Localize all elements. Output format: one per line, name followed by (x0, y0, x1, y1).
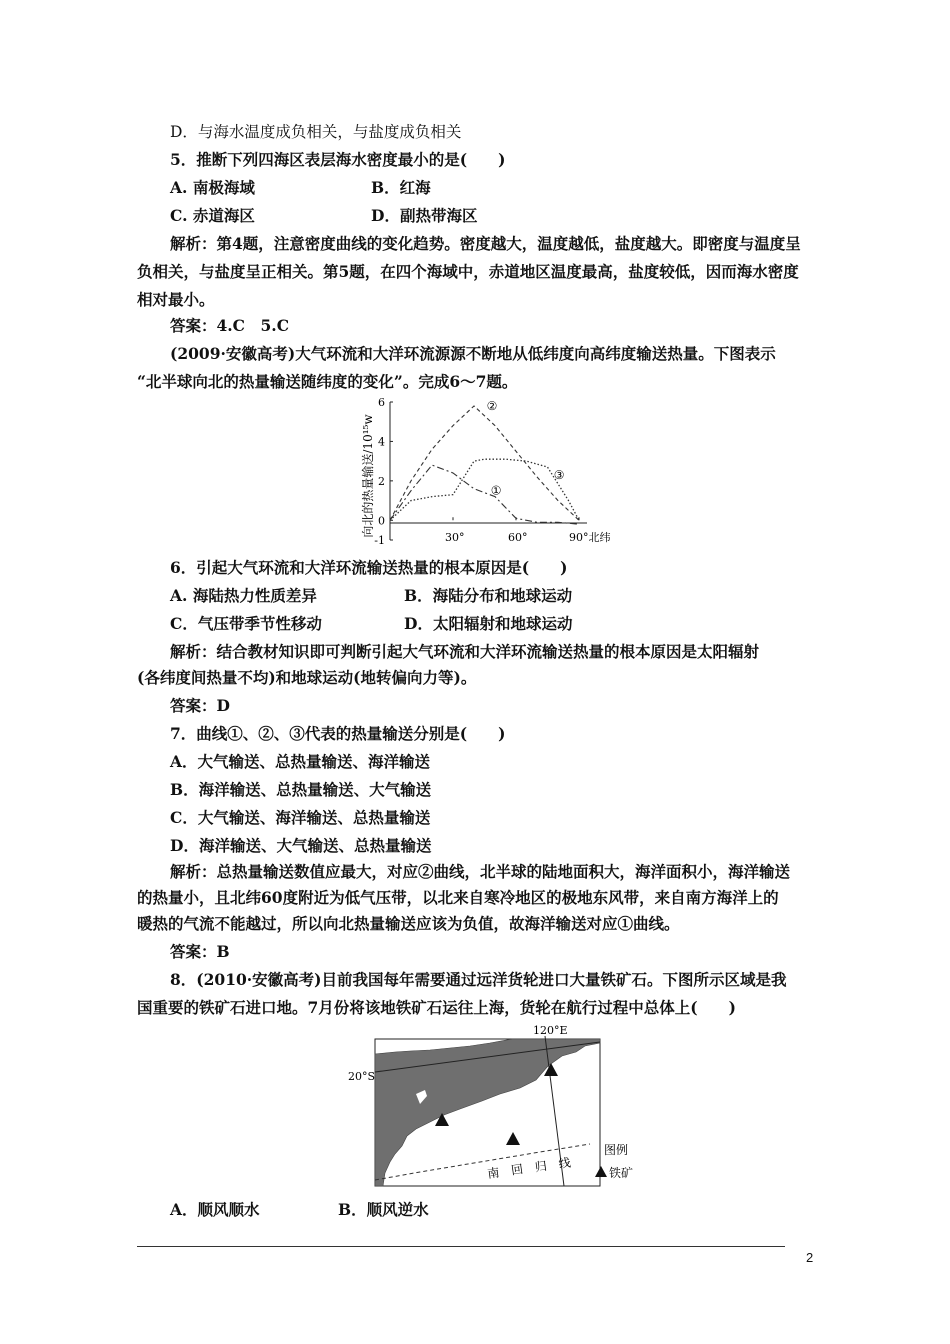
y-tick-label: 2 (378, 474, 385, 488)
q5-answer: 答案：4.C 5.C (170, 316, 290, 335)
q8-stem-line-1: 8．(2010·安徽高考)目前我国每年需要通过远洋货轮进口大量铁矿石。下图所示区域是我 (170, 970, 787, 989)
q7-option-b: B．海洋输送、总热量输送、大气输送 (170, 780, 432, 799)
page-number: 2 (806, 1250, 814, 1265)
q5-option-c: C. 赤道海区 (170, 206, 255, 225)
q7-option-d: D．海洋输送、大气输送、总热量输送 (170, 836, 432, 855)
q7-answer: 答案：B (170, 942, 230, 961)
y-tick-label: 6 (378, 396, 385, 409)
q5-analysis-line-3: 相对最小。 (137, 290, 215, 309)
q6-option-b: B．海陆分布和地球运动 (404, 586, 573, 605)
series-line (390, 465, 579, 524)
legend-title: 图例 (604, 1143, 629, 1157)
intro-6-7-line-2: “北半球向北的热量输送随纬度的变化”。完成6～7题。 (137, 372, 518, 391)
map-lon-label: 120°E (533, 1024, 568, 1037)
tropic-label: 南 回 归 线 (486, 1155, 572, 1181)
q5-stem: 5．推断下列四海区表层海水密度最小的是( ) (170, 150, 506, 169)
series-line (390, 459, 579, 520)
y-tick-label: -1 (374, 534, 385, 547)
q5-analysis-line-2: 负相关，与盐度呈正相关。第5题，在四个海域中，赤道地区温度最高，盐度较低，因而海水密度 (137, 262, 799, 281)
q7-analysis-line-3: 暖热的气流不能越过，所以向北热量输送应该为负值，故海洋输送对应①曲线。 (137, 914, 680, 933)
q7-analysis-line-2: 的热量小，且北纬60度附近为低气压带，以北来自寒冷地区的极地东风带，来自南方海洋上的 (137, 888, 779, 907)
q5-option-a: A. 南极海域 (170, 178, 255, 197)
q8-option-a: A．顺风顺水 (170, 1200, 260, 1219)
legend-iron-ore-label: 铁矿 (609, 1166, 634, 1180)
footer-rule (137, 1246, 785, 1247)
chart-y-axis-label: 向北的热量输送/10¹⁵w (361, 414, 375, 538)
q8-stem-line-2: 国重要的铁矿石进口地。7月份将该地铁矿石运往上海，货轮在航行过程中总体上( ) (137, 998, 736, 1017)
y-tick-label: 0 (378, 514, 385, 528)
q7-analysis-line-1: 解析：总热量输送数值应最大，对应②曲线，北半球的陆地面积大，海洋面积小，海洋输送 (170, 862, 791, 881)
iron-ore-map (340, 1022, 640, 1192)
q6-answer: 答案：D (170, 696, 230, 715)
q7-stem: 7．曲线①、②、③代表的热量输送分别是( ) (170, 724, 506, 743)
x-tick-label: 30° (445, 531, 465, 544)
q6-stem: 6．引起大气环流和大洋环流输送热量的根本原因是( ) (170, 558, 568, 577)
y-tick-label: 4 (378, 435, 385, 449)
iron-ore-marker (506, 1132, 520, 1145)
q6-option-c: C．气压带季节性移动 (170, 614, 322, 633)
q6-analysis-line-1: 解析：结合教材知识即可判断引起大气环流和大洋环流输送热量的根本原因是太阳辐射 (170, 642, 760, 661)
series-line (390, 406, 579, 520)
heat-transport-chart (352, 396, 642, 552)
intro-6-7-line-1: (2009·安徽高考)大气环流和大洋环流源源不断地从低纬度向高纬度输送热量。下图表示 (170, 344, 776, 363)
q6-analysis-line-2: (各纬度间热量不均)和地球运动(地转偏向力等)。 (137, 668, 477, 687)
q7-option-c: C．大气输送、海洋输送、总热量输送 (170, 808, 431, 827)
q5-option-b: B．红海 (371, 178, 431, 197)
map-lat-label: 20°S (348, 1070, 376, 1083)
q8-option-b: B．顺风逆水 (338, 1200, 429, 1219)
legend-iron-ore-icon (595, 1166, 607, 1177)
series-label: ② (486, 398, 498, 413)
x-tick-label: 90°北纬 (569, 531, 611, 544)
series-label: ① (490, 483, 502, 498)
series-label: ③ (553, 467, 565, 482)
q5-option-d: D．副热带海区 (371, 206, 478, 225)
x-tick-label: 60° (508, 531, 528, 544)
q6-option-a: A. 海陆热力性质差异 (170, 586, 317, 605)
q6-option-d: D．太阳辐射和地球运动 (404, 614, 573, 633)
q4-option-d: D．与海水温度成负相关，与盐度成负相关 (170, 123, 462, 141)
q7-option-a: A．大气输送、总热量输送、海洋输送 (170, 752, 431, 771)
q5-analysis-line-1: 解析：第4题，注意密度曲线的变化趋势。密度越大，温度越低，盐度越大。即密度与温度呈 (170, 234, 801, 253)
